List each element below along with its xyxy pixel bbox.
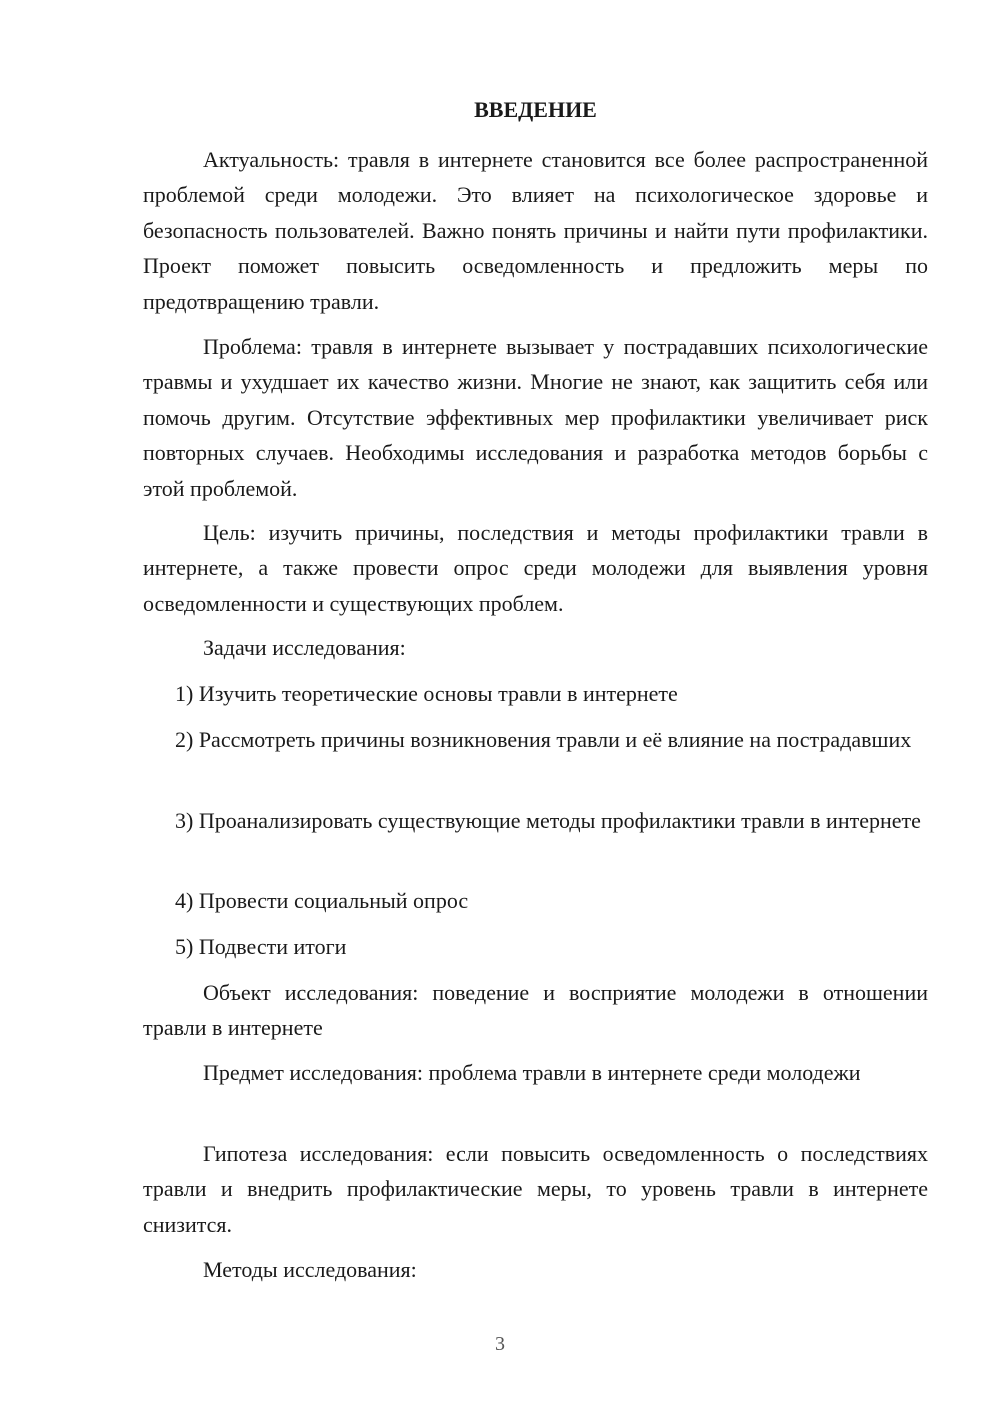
paragraph-hypothesis: Гипотеза исследования: если повысить осведомленность о последствиях травли и внедрить профилактические меры, то уровень травли в интернете снизится.: [143, 1141, 928, 1237]
task-item-5: 5) Подвести итоги: [175, 934, 347, 959]
task-item-4: 4) Провести социальный опрос: [175, 888, 469, 913]
task-item-3: 3) Проанализировать существующие методы профилактики травли в интернете: [175, 808, 921, 833]
paragraph-relevance: Актуальность: травля в интернете становится все более распространенной проблемой среди молодежи. Это влияет на психологическое здоровье и безопасность пользователей. Важно понять причины и найти пути профилактики. Проект поможет повысить осведомленность и предложить меры по предотвращению травли.: [143, 147, 928, 314]
paragraph-problem: Проблема: травля в интернете вызывает у пострадавших психологические травмы и ухудшает их качество жизни. Многие не знают, как защитить себя или помочь другим. Отсутствие эффективных мер профилактики увеличивает риск повторных случаев. Необходимы исследования и разработка методов борьбы с этой проблемой.: [143, 334, 928, 501]
task-item-1: 1) Изучить теоретические основы травли в интернете: [175, 681, 678, 706]
tasks-heading: Задачи исследования:: [203, 635, 406, 660]
paragraph-subject: Предмет исследования: проблема травли в интернете среди молодежи: [203, 1060, 861, 1085]
page-number: 3: [495, 1333, 505, 1355]
paragraph-goal: Цель: изучить причины, последствия и методы профилактики травли в интернете, а также провести опрос среди молодежи для выявления уровня осведомленности и существующих проблем.: [143, 520, 928, 616]
methods-heading: Методы исследования:: [203, 1257, 417, 1282]
task-item-2: 2) Рассмотреть причины возникновения травли и её влияние на пострадавших: [175, 727, 912, 752]
paragraph-object: Объект исследования: поведение и восприятие молодежи в отношении травли в интернете: [143, 980, 928, 1041]
page-title: ВВЕДЕНИЕ: [474, 97, 597, 122]
